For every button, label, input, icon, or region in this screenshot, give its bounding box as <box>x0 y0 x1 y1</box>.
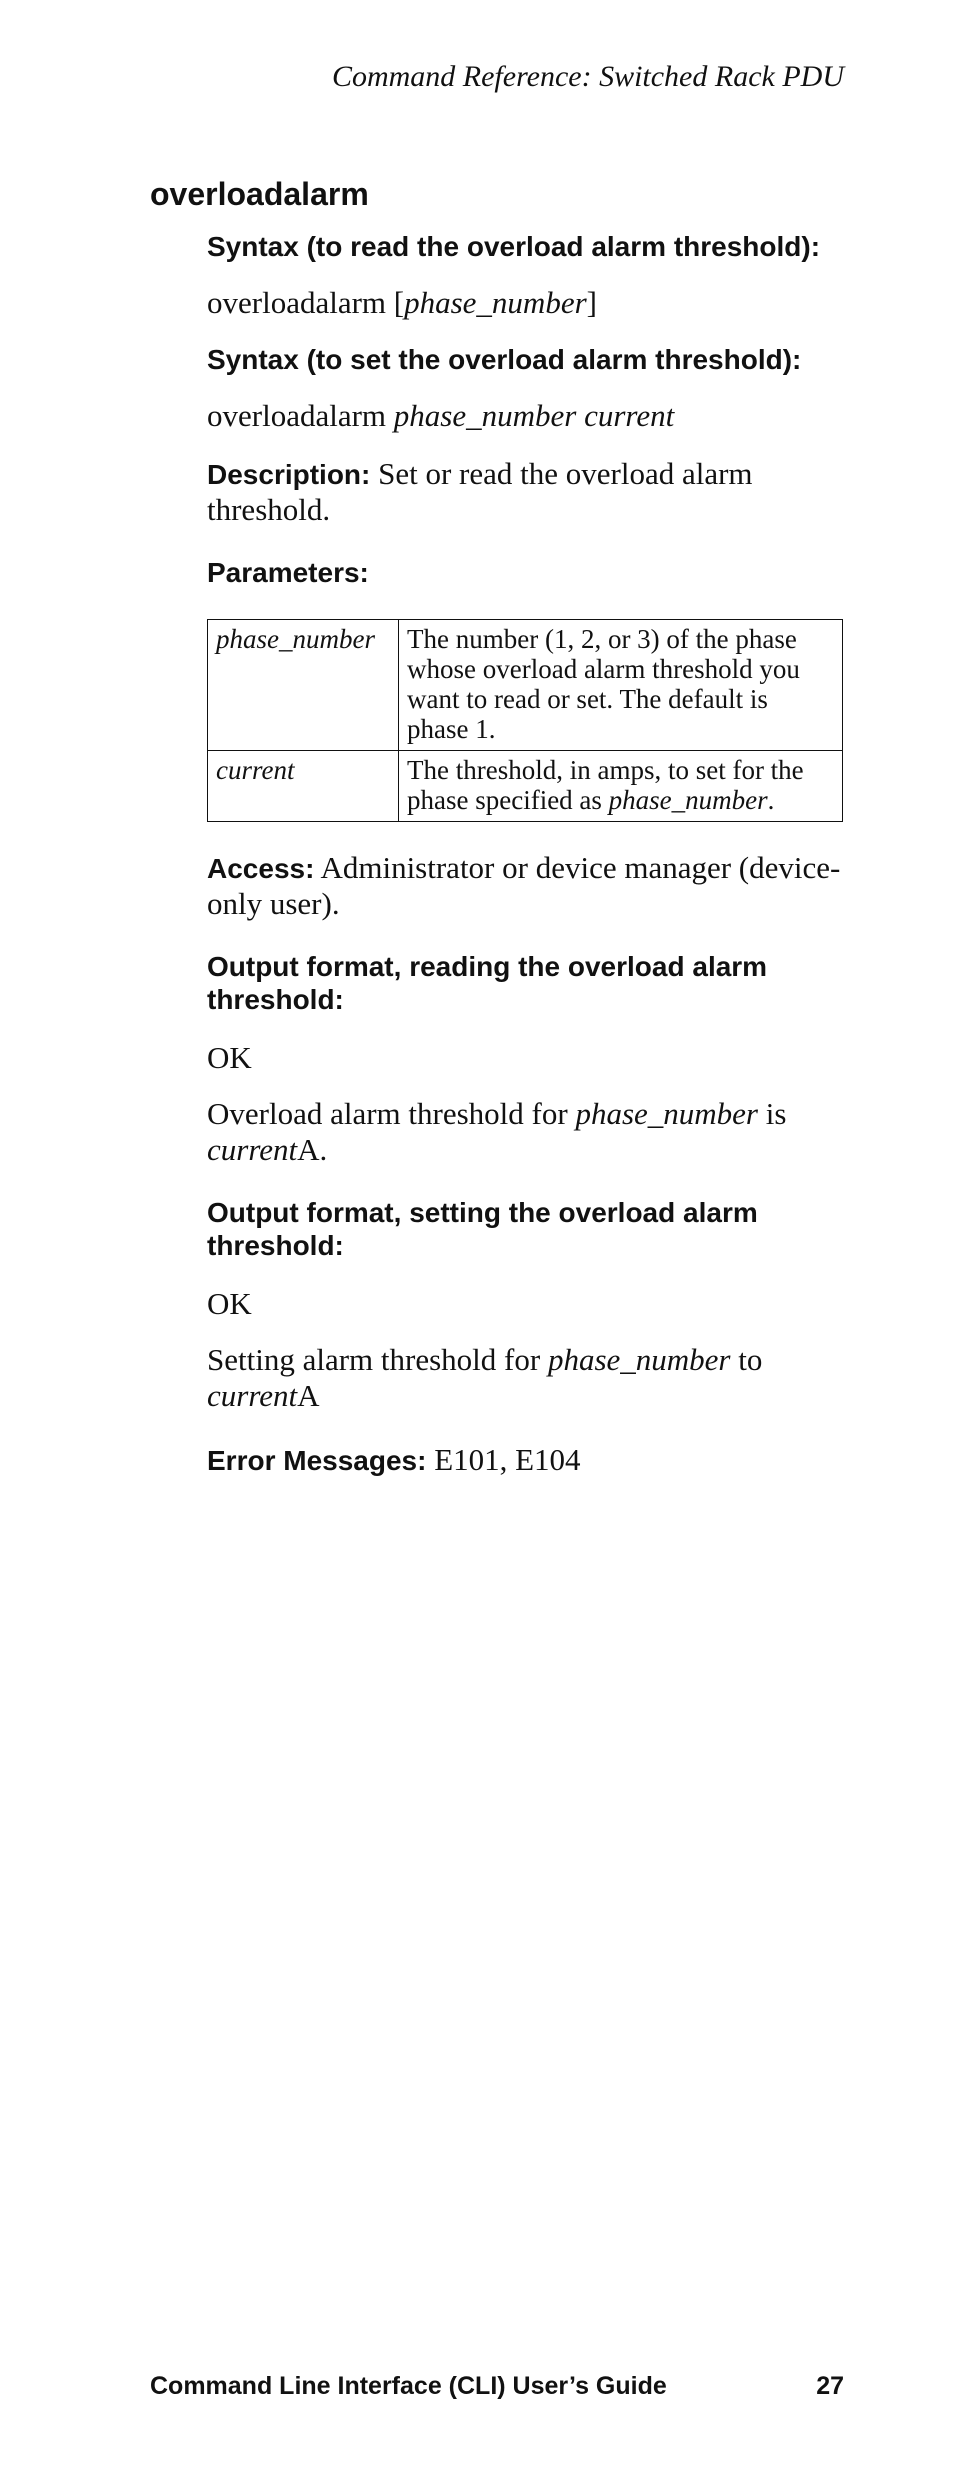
page-number: 27 <box>816 2372 844 2400</box>
page-footer <box>150 2372 844 2401</box>
access-label: Access: <box>207 853 315 884</box>
output-set-label: Output format, setting the overload alarm threshold: <box>207 1197 758 1261</box>
table-row <box>208 620 843 751</box>
access <box>207 850 843 922</box>
syntax-read-line <box>207 285 843 321</box>
syntax-read-param: phase_number <box>404 285 587 320</box>
param-desc-em: phase_number <box>608 785 768 815</box>
param-desc-suffix: . <box>767 785 775 815</box>
parameters-table <box>207 619 843 822</box>
output-read-param1: phase_number <box>575 1096 758 1131</box>
description-text: Set or read the overload alarm threshold. <box>207 456 753 527</box>
syntax-read-command: overloadalarm <box>207 285 387 320</box>
section-title: overloadalarm <box>150 176 369 212</box>
output-read-prefix: Overload alarm threshold for <box>207 1096 568 1131</box>
output-read-param2: current <box>207 1132 298 1167</box>
output-set-line <box>207 1342 843 1414</box>
error-messages <box>207 1442 843 1478</box>
syntax-set-command: overloadalarm <box>207 398 387 433</box>
output-set-param1: phase_number <box>547 1342 731 1377</box>
syntax-set-label: Syntax (to set the overload alarm threshold): <box>207 344 802 375</box>
output-read-line <box>207 1096 843 1168</box>
output-read-mid: is <box>765 1096 787 1131</box>
output-set-ok: OK <box>207 1286 252 1321</box>
syntax-read-open-bracket: [ <box>393 285 405 320</box>
table-row <box>208 751 843 822</box>
output-set-param2: current <box>207 1378 298 1413</box>
syntax-read-label: Syntax (to read the overload alarm threshold): <box>207 231 821 262</box>
output-set-mid: to <box>738 1342 763 1377</box>
error-messages-label: Error Messages: <box>207 1445 427 1476</box>
parameters-label: Parameters: <box>207 557 369 588</box>
output-set-suffix: A <box>297 1378 320 1413</box>
syntax-set-param2: current <box>584 398 675 433</box>
syntax-read-close-bracket: ] <box>586 285 597 320</box>
syntax-set-param1: phase_number <box>393 398 577 433</box>
param-name-cell: current <box>208 751 399 822</box>
syntax-set-line <box>207 398 843 434</box>
footer-guide-title: Command Line Interface (CLI) User’s Guide <box>150 2372 667 2400</box>
output-set-prefix: Setting alarm threshold for <box>207 1342 541 1377</box>
running-head: Command Reference: Switched Rack PDU <box>331 60 844 93</box>
output-read-suffix: A. <box>297 1132 328 1167</box>
param-desc-cell <box>399 751 843 822</box>
description <box>207 456 843 528</box>
description-label: Description: <box>207 459 371 490</box>
param-desc-prefix: The threshold, in amps, to set for the phase specified as <box>407 755 804 815</box>
command-entry <box>207 230 843 1478</box>
param-name-cell: phase_number <box>208 620 399 751</box>
param-desc-cell: The number (1, 2, or 3) of the phase whose overload alarm threshold you want to read or set. The default is phase 1. <box>399 620 843 751</box>
error-messages-text: E101, E104 <box>434 1442 581 1477</box>
access-text: Administrator or device manager (device-only user). <box>207 850 841 921</box>
output-read-ok: OK <box>207 1040 252 1075</box>
output-read-label: Output format, reading the overload alarm threshold: <box>207 951 768 1015</box>
